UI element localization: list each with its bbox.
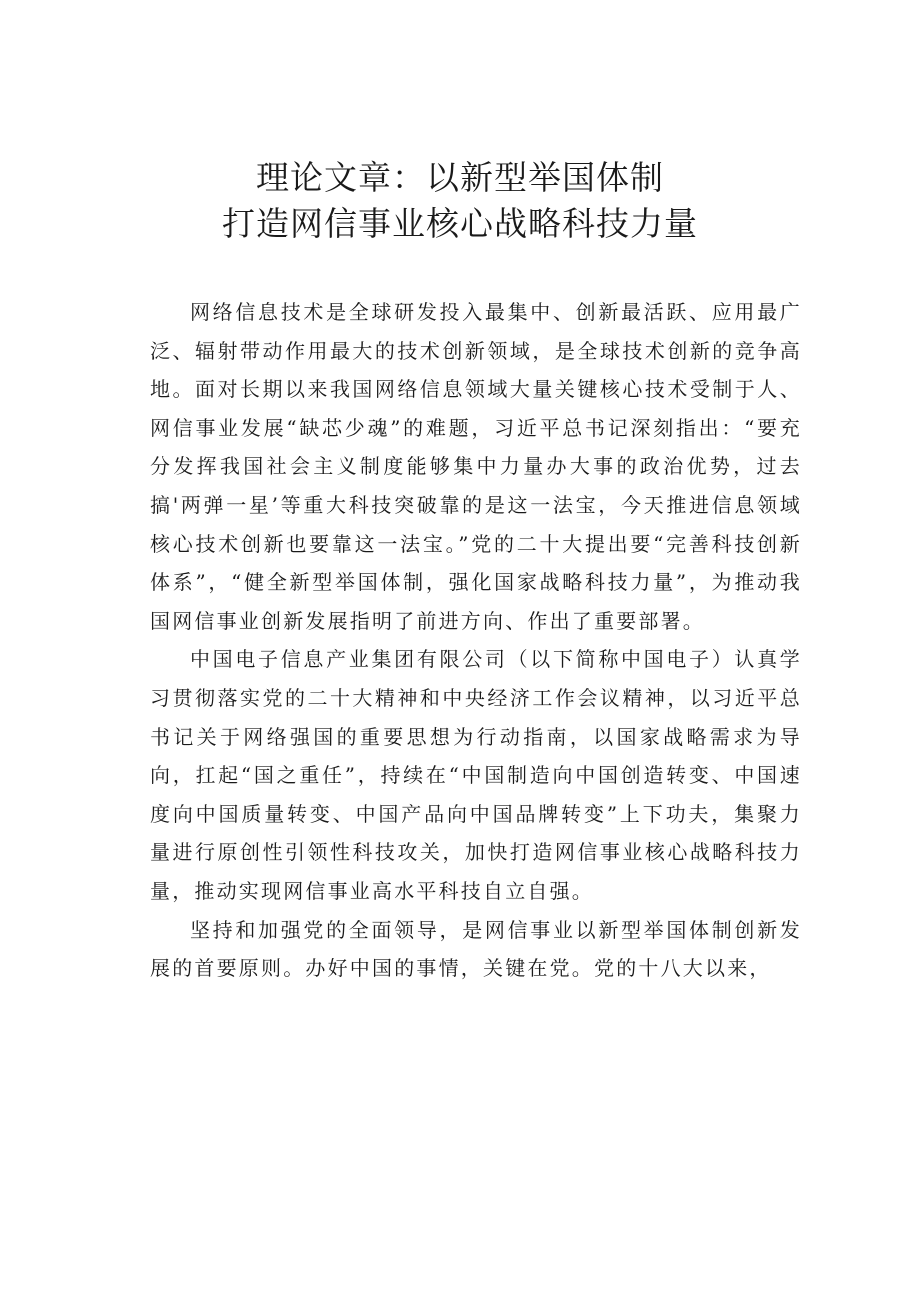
document-body	[150, 293, 802, 988]
paragraph-2: 中国电子信息产业集团有限公司（以下简称中国电子）认真学习贯彻落实党的二十大精神和中央经济工作会议精神，以习近平总书记关于网络强国的重要思想为行动指南，以国家战略需求为导向，扛起“国之重任”，持续在“中国制造向中国创造转变、中国速度向中国质量转变、中国产品向中国品牌转变”上下功夫，集聚力量进行原创性引领性科技攻关，加快打造网信事业核心战略科技力量，推动实现网信事业高水平科技自立自强。	[150, 647, 802, 903]
paragraph-3: 坚持和加强党的全面领导，是网信事业以新型举国体制创新发展的首要原则。办好中国的事情，关键在党。党的十八大以来，	[150, 917, 802, 981]
title-line-1: 理论文章：以新型举国体制	[256, 158, 664, 197]
document-title	[120, 155, 800, 247]
paragraph-1: 网络信息技术是全球研发投入最集中、创新最活跃、应用最广泛、辐射带动作用最大的技术创新领域，是全球技术创新的竞争高地。面对长期以来我国网络信息领域大量关键核心技术受制于人、网信事业发展“缺芯少魂”的难题，习近平总书记深刻指出：“要充分发挥我国社会主义制度能够集中力量办大事的政治优势，过去搞'两弹一星’等重大科技突破靠的是这一法宝，今天推进信息领域核心技术创新也要靠这一法宝。”党的二十大提出要“完善科技创新体系”，“健全新型举国体制，强化国家战略科技力量”，为推动我国网信事业创新发展指明了前进方向、作出了重要部署。	[150, 300, 802, 633]
title-line-2: 打造网信事业核心战略科技力量	[222, 204, 698, 243]
